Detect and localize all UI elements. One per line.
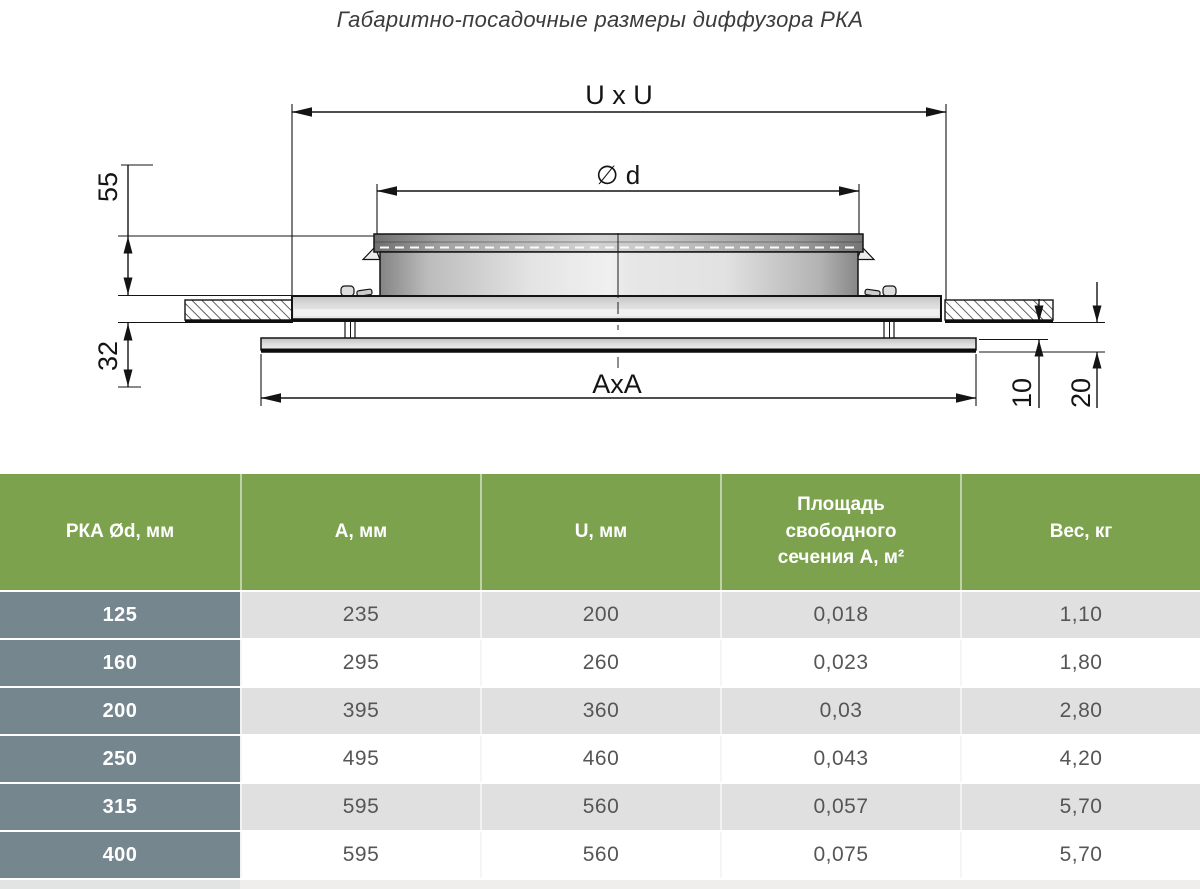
dimension-diameter <box>377 160 859 196</box>
row-size-cell: 125 <box>0 592 240 638</box>
header-cell-weight: Вес, кг <box>960 474 1200 590</box>
table-row <box>0 640 1200 686</box>
value-cell: 0,023 <box>720 640 960 686</box>
dim-label-neck-height: 55 <box>93 171 123 203</box>
dim-label-offset-large: 20 <box>1066 377 1096 409</box>
diffuser-face-plate <box>261 338 976 351</box>
value-cell: 5,70 <box>960 784 1200 830</box>
header-cell-diameter: РКА Ød, мм <box>65 520 175 542</box>
value-cell: 1,10 <box>960 592 1200 638</box>
value-cell: 295 <box>240 640 480 686</box>
dim-label-top-width: U x U <box>585 80 653 110</box>
dim-label-plate-width: AxA <box>592 369 642 399</box>
value-cell: 1,80 <box>960 640 1200 686</box>
dimension-mount-height <box>93 323 133 387</box>
value-cell: 235 <box>240 592 480 638</box>
value-cell: 460 <box>480 736 720 782</box>
value-cell: 495 <box>240 736 480 782</box>
ceiling-panel-left <box>185 300 293 321</box>
value-cell: 560 <box>480 832 720 878</box>
value-cell: 595 <box>240 784 480 830</box>
table-row <box>0 832 1200 878</box>
value-cell: 5,70 <box>960 832 1200 878</box>
dim-label-offset-small: 10 <box>1007 377 1037 409</box>
row-size-cell: 250 <box>0 736 240 782</box>
table-row <box>0 784 1200 830</box>
value-cell: 595 <box>240 832 480 878</box>
header-cell-area: Площадь свободного сечения А, м² <box>720 474 960 590</box>
dimension-top-width <box>292 80 946 117</box>
value-cell: 360 <box>480 688 720 734</box>
value-cell: 4,20 <box>960 736 1200 782</box>
value-cell: 260 <box>480 640 720 686</box>
table-row <box>0 688 1200 734</box>
page-title: Габаритно-посадочные размеры диффузора РКА <box>336 7 864 32</box>
mounting-pin-left <box>345 321 355 339</box>
value-cell: 560 <box>480 784 720 830</box>
spring-clip-left <box>341 286 372 296</box>
value-cell: 0,057 <box>720 784 960 830</box>
dim-label-diameter: ∅ d <box>595 160 641 190</box>
value-cell: 0,03 <box>720 688 960 734</box>
mounting-pin-right <box>884 321 894 339</box>
row-size-cell: 200 <box>0 688 240 734</box>
value-cell: 200 <box>480 592 720 638</box>
row-size-cell: 315 <box>0 784 240 830</box>
dimension-offset-large <box>1066 282 1102 408</box>
dimension-neck-height <box>93 165 133 295</box>
value-cell: 0,075 <box>720 832 960 878</box>
table-row <box>0 736 1200 782</box>
spec-table-header <box>0 474 1200 590</box>
row-size-cell: 160 <box>0 640 240 686</box>
spec-table <box>0 474 1200 889</box>
dim-label-mount-height: 32 <box>93 340 123 372</box>
value-cell: 0,018 <box>720 592 960 638</box>
value-cell: 395 <box>240 688 480 734</box>
value-cell: 0,043 <box>720 736 960 782</box>
dimension-plate-width <box>261 369 976 403</box>
flange-plate <box>292 296 941 321</box>
table-bottom-strip <box>0 880 1200 889</box>
table-row <box>0 592 1200 638</box>
value-cell: 2,80 <box>960 688 1200 734</box>
row-size-cell: 400 <box>0 832 240 878</box>
header-cell-a: А, мм <box>240 474 480 590</box>
header-cell-u: U, мм <box>480 474 720 590</box>
